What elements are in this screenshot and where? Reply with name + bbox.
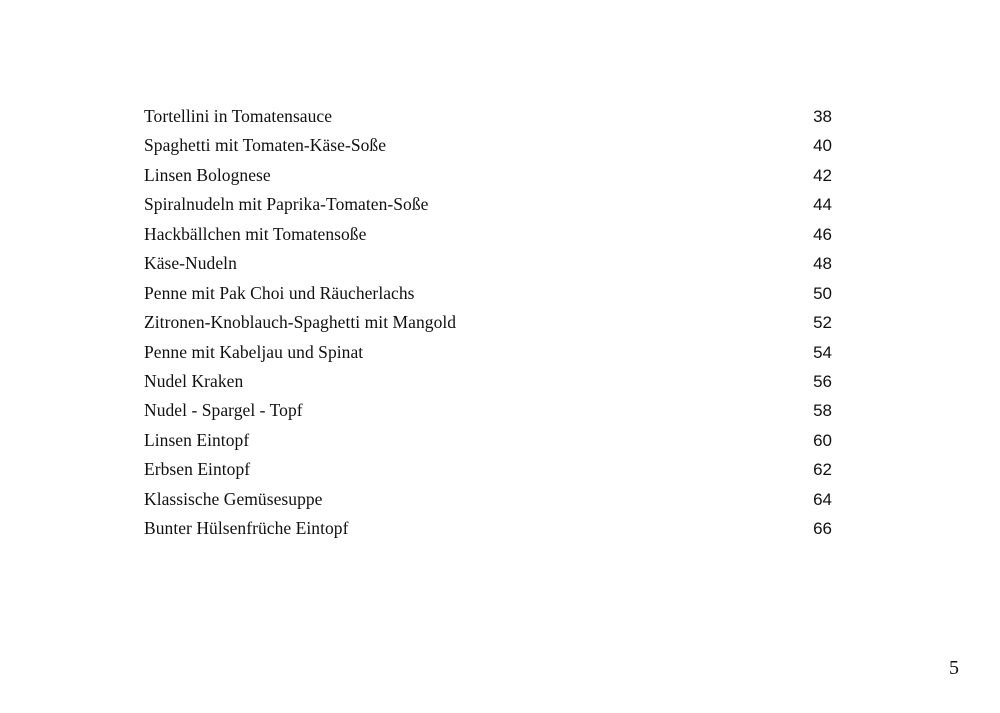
toc-entry-title: Spiralnudeln mit Paprika-Tomaten-Soße <box>144 194 429 215</box>
toc-entry[interactable] <box>144 338 832 367</box>
toc-entry-title: Tortellini in Tomatensauce <box>144 106 333 126</box>
toc-entry-title: Bunter Hülsenfrüche Eintopf <box>144 518 349 539</box>
toc-entry-page: 38 <box>813 107 832 126</box>
toc-entry-page: 52 <box>813 313 832 333</box>
toc-entry-page: 42 <box>813 165 832 185</box>
toc-entry[interactable] <box>144 367 832 396</box>
toc-entry-page: 60 <box>813 430 832 450</box>
toc-entry-title: Linsen Eintopf <box>144 429 250 450</box>
toc-entry-page: 46 <box>813 224 832 244</box>
toc-entry[interactable] <box>144 396 832 425</box>
toc-entry[interactable] <box>144 514 832 543</box>
toc-entry[interactable] <box>144 131 832 160</box>
toc-entry-page: 66 <box>813 519 832 539</box>
toc-entry-page: 56 <box>813 371 832 391</box>
toc-entry-title: Klassische Gemüsesuppe <box>144 488 323 509</box>
toc-entry-title: Penne mit Kabeljau und Spinat <box>144 341 364 362</box>
toc-entry-title: Erbsen Eintopf <box>144 459 251 480</box>
toc-entry-title: Nudel - Spargel - Topf <box>144 400 303 421</box>
toc-entry-title: Penne mit Pak Choi und Räucherlachs <box>144 282 415 303</box>
toc-entry[interactable] <box>144 279 832 308</box>
toc-entry[interactable] <box>144 161 832 190</box>
toc-entry[interactable] <box>144 190 832 219</box>
toc-entry-title: Linsen Bolognese <box>144 164 271 185</box>
toc-entry-title: Zitronen-Knoblauch-Spaghetti mit Mangold <box>144 312 457 333</box>
toc-entry-page: 48 <box>813 254 832 274</box>
toc-entry[interactable] <box>144 249 832 278</box>
toc-entry-title: Nudel Kraken <box>144 370 244 391</box>
toc-entry-page: 58 <box>813 401 832 421</box>
toc-entry-title: Spaghetti mit Tomaten-Käse-Soße <box>144 135 387 156</box>
toc-entry[interactable] <box>144 455 832 484</box>
toc-entry[interactable] <box>144 102 832 131</box>
toc-entry-title: Käse-Nudeln <box>144 253 237 274</box>
toc-entry[interactable] <box>144 220 832 249</box>
toc-entry-title: Hackbällchen mit Tomatensoße <box>144 223 367 244</box>
toc-entry-page: 50 <box>813 283 832 303</box>
toc-entry-page: 40 <box>813 136 832 156</box>
page-number: 5 <box>949 657 959 679</box>
table-of-contents <box>144 102 832 544</box>
toc-entry[interactable] <box>144 426 832 455</box>
toc-entry-page: 54 <box>813 342 832 362</box>
toc-entry-page: 62 <box>813 460 832 480</box>
toc-entry[interactable] <box>144 308 832 337</box>
toc-entry[interactable] <box>144 485 832 514</box>
toc-entry-page: 44 <box>813 195 832 215</box>
toc-entry-page: 64 <box>813 489 832 509</box>
